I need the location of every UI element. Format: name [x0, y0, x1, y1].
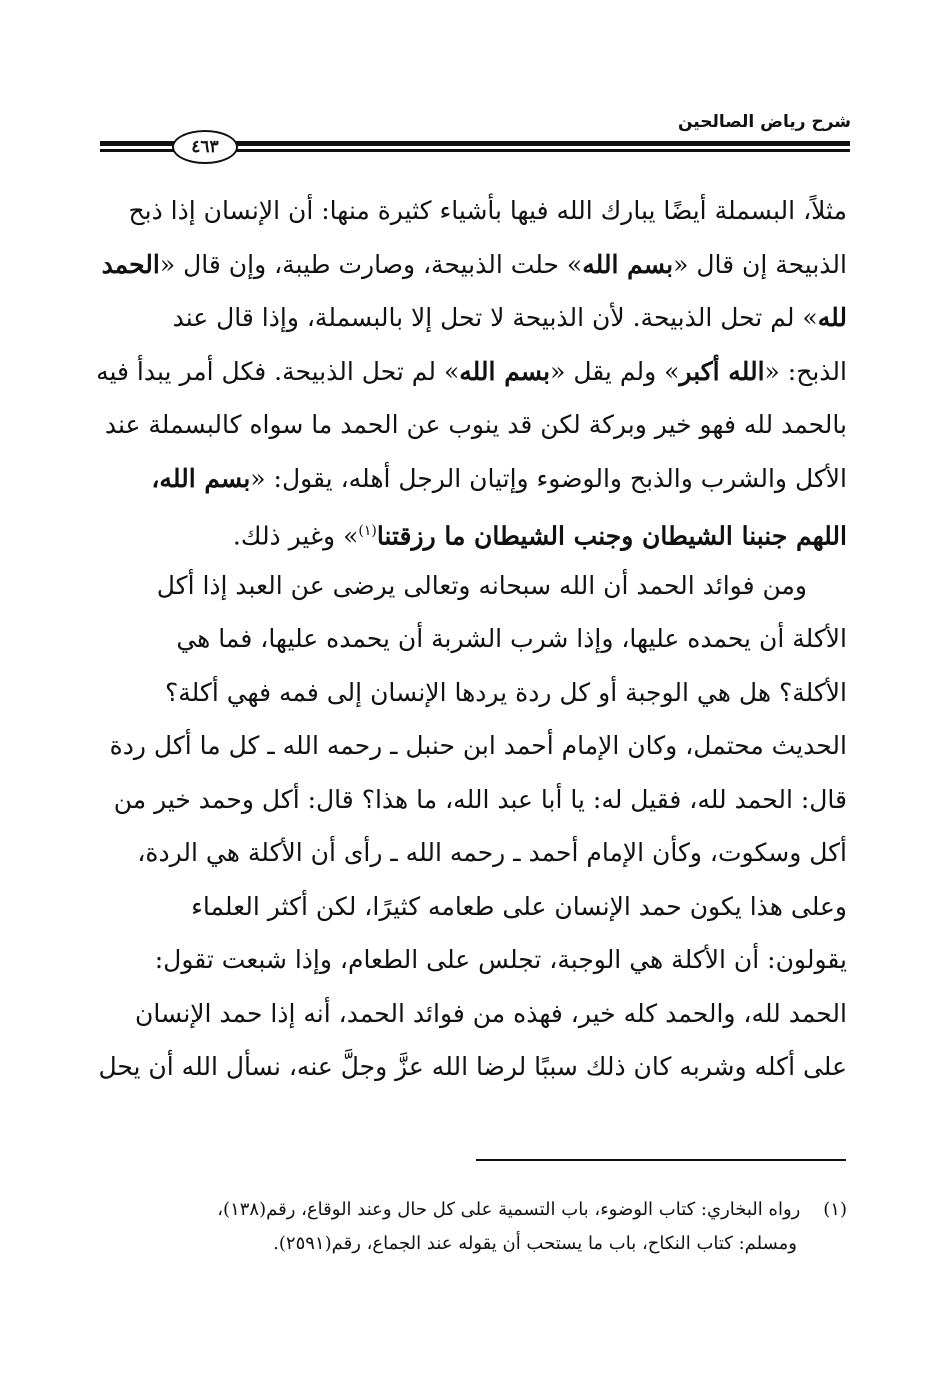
text-line — [109, 719, 847, 773]
text-segment: الأكل والشرب والذبح والوضوء وإتيان الرجل أهله، يقول: « — [250, 463, 847, 493]
text-line — [96, 345, 847, 399]
bold-quote: اللهم جنبنا الشيطان وجنب الشيطان ما رزقتنا — [376, 521, 847, 551]
bold-quote: لله — [817, 303, 847, 332]
text-segment: » وغير ذلك. — [232, 521, 359, 551]
text-line — [151, 452, 847, 506]
text-segment: » ولم يقل « — [550, 356, 680, 386]
text-segment: قال: الحمد لله، فقيل له: يا أبا عبد الله، ما هذا؟ قال: أكل وحمد خير من — [113, 784, 847, 814]
text-line — [98, 1040, 847, 1094]
text-line — [164, 666, 847, 720]
text-line — [137, 826, 847, 880]
text-segment: يقولون: أن الأكلة هي الوجبة، تجلس على الطعام، وإذا شبعت تقول: — [154, 945, 847, 974]
footnote-reference: (١) — [358, 523, 377, 539]
text-segment: » حلت الذبيحة، وصارت طيبة، وإن قال « — [159, 249, 583, 279]
text-segment: الذبيحة إن قال « — [673, 249, 847, 279]
bold-quote: الحمد — [101, 249, 160, 279]
text-segment: » لم تحل الذبيحة. لأن الذبيحة لا تحل إلا بالبسملة، وإذا قال عند — [172, 303, 818, 332]
text-line — [104, 398, 847, 452]
text-line — [156, 559, 847, 613]
text-segment: الأكلة؟ هل هي الوجبة أو كل ردة يردها الإنسان إلى فمه فهي أكلة؟ — [164, 677, 847, 707]
text-line — [191, 880, 847, 934]
text-segment: ومن فوائد الحمد أن الله سبحانه وتعالى يرضى عن العبد إذا أكل — [156, 570, 807, 600]
text-line — [113, 773, 847, 827]
text-segment: وعلى هذا يكون حمد الإنسان على طعامه كثيرًا، لكن أكثر العلماء — [191, 891, 847, 921]
text-segment: الحديث محتمل، وكان الإمام أحمد ابن حنبل ـ رحمه الله ـ كل ما أكل ردة — [109, 731, 847, 760]
footnote-separator — [476, 1159, 846, 1161]
running-header-title: شرح رياض الصالحين — [677, 112, 851, 132]
text-segment: الذبح: « — [764, 356, 847, 386]
text-segment: » لم تحل الذبيحة. فكل أمر يبدأ فيه — [96, 356, 460, 386]
footnote-text: ومسلم: كتاب النكاح، باب ما يستحب أن يقوله عند الجماع، رقم(٢٥٩١). — [273, 1233, 797, 1254]
text-line — [154, 933, 847, 987]
footnote-text: رواه البخاري: كتاب الوضوء، باب التسمية على كل حال وعند الوقاع، رقم(١٣٨)، — [217, 1199, 801, 1220]
text-segment: الحمد لله، والحمد كله خير، فهذه من فوائد الحمد، أنه إذا حمد الإنسان — [135, 998, 847, 1028]
footnotes — [130, 1193, 847, 1261]
text-segment: الأكلة أن يحمده عليها، وإذا شرب الشربة أن يحمده عليها، فما هي — [176, 624, 847, 653]
footnote-line — [130, 1193, 847, 1227]
page-number: ٤٦٣ — [172, 130, 238, 164]
text-segment: مثلاً، البسملة أيضًا يبارك الله فيها بأشياء كثيرة منها: أن الإنسان إذا ذبح — [128, 196, 847, 225]
text-segment: على أكله وشربه كان ذلك سببًا لرضا الله عزَّ وجلَّ عنه، نسأل الله أن يحل — [98, 1052, 847, 1081]
body-text — [96, 184, 847, 1094]
text-line — [207, 505, 847, 559]
text-line — [172, 291, 847, 345]
text-line — [101, 238, 847, 292]
footnote-marker: (١) — [823, 1199, 847, 1220]
text-segment: بالحمد لله فهو خير وبركة لكن قد ينوب عن الحمد ما سواه كالبسملة عند — [104, 410, 847, 439]
text-line — [176, 612, 847, 666]
bold-quote: بسم الله، — [151, 463, 251, 493]
text-line — [128, 184, 847, 238]
footnote-line — [130, 1227, 847, 1261]
bold-quote: بسم الله — [459, 356, 551, 386]
bold-quote: بسم الله — [582, 249, 674, 279]
bold-quote: الله أكبر — [679, 356, 765, 386]
text-segment: أكل وسكوت، وكأن الإمام أحمد ـ رحمه الله ـ رأى أن الأكلة هي الردة، — [137, 838, 847, 867]
text-line — [135, 987, 847, 1041]
